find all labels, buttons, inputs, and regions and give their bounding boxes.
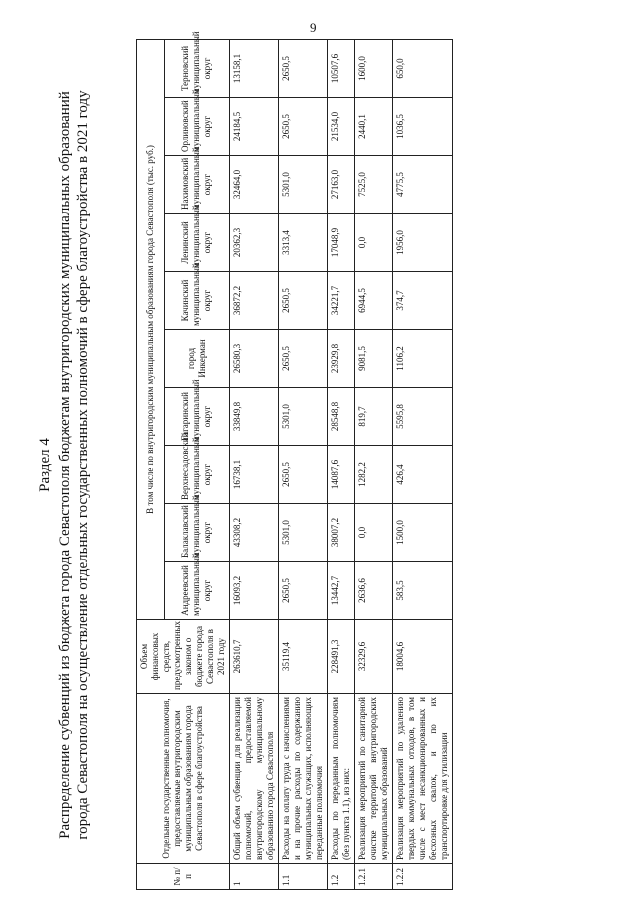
row-value: 5301,0	[279, 388, 328, 446]
row-value: 1282,2	[355, 446, 393, 504]
row-value: 28548,8	[328, 388, 355, 446]
header-district: Балаклавский муниципальный округ	[164, 504, 229, 562]
row-value: 7525,0	[355, 156, 393, 214]
row-value: 5301,0	[279, 156, 328, 214]
row-num: 1.1	[279, 864, 328, 890]
table-row	[355, 39, 393, 889]
row-value: 2650,5	[279, 446, 328, 504]
row-value: 1956,0	[393, 214, 453, 272]
header-district: Андреевский муниципальный округ	[164, 562, 229, 620]
document-title-line-1: Распределение субвенций из бюджета города Севастополя бюджетам внутригородских муниципальных образований	[57, 91, 73, 839]
row-value: 16738,1	[230, 446, 279, 504]
row-value: 26580,3	[230, 330, 279, 388]
row-value: 34221,7	[328, 272, 355, 330]
row-value: 23929,8	[328, 330, 355, 388]
table-header-row	[137, 39, 165, 889]
row-value: 650,0	[393, 39, 453, 97]
row-value: 1106,2	[393, 330, 453, 388]
section-title: Раздел 4	[37, 438, 53, 492]
header-powers: Отдельные государственные полномочия, предоставляемые внутригородским муниципальным образованиям города Севастополя в сфере благоустройства	[137, 694, 230, 864]
row-value: 2650,5	[279, 330, 328, 388]
header-district: Верхнесадовский муниципальный округ	[164, 446, 229, 504]
row-value: 2650,5	[279, 98, 328, 156]
row-volume: 228491,3	[328, 620, 355, 694]
subvention-table	[136, 31, 453, 890]
row-value: 33849,8	[230, 388, 279, 446]
row-desc: Реализация мероприятий по удалению твердых коммунальных отходов, в том числе с мест несанкционированных и бесхозных свалок, и по их транспортировке для утилизации	[393, 694, 453, 864]
row-value: 21534,0	[328, 98, 355, 156]
row-value: 0,0	[355, 504, 393, 562]
table-row	[393, 39, 453, 889]
row-volume: 32329,6	[355, 620, 393, 694]
document-heading	[36, 40, 92, 890]
table-row	[279, 39, 328, 889]
page-number: 9	[310, 20, 317, 35]
table-row	[230, 39, 279, 889]
row-value: 9081,5	[355, 330, 393, 388]
row-value: 27163,0	[328, 156, 355, 214]
row-value: 2650,5	[279, 39, 328, 97]
row-num: 1.2.1	[355, 864, 393, 890]
row-value: 1036,5	[393, 98, 453, 156]
row-num: 1	[230, 864, 279, 890]
row-value: 24184,5	[230, 98, 279, 156]
header-district: Нахимовский муниципальный округ	[164, 156, 229, 214]
row-value: 14087,6	[328, 446, 355, 504]
row-value: 583,5	[393, 562, 453, 620]
row-value: 6944,5	[355, 272, 393, 330]
row-value: 2650,5	[279, 562, 328, 620]
row-value: 17048,9	[328, 214, 355, 272]
row-value: 5301,0	[279, 504, 328, 562]
row-desc: Расходы на оплату труда с начислениями и на прочие расходы по содержанию муниципальных служащих, исполняющих переданные полномочия	[279, 694, 328, 864]
row-value: 13442,7	[328, 562, 355, 620]
row-value: 0,0	[355, 214, 393, 272]
row-num: 1.2	[328, 864, 355, 890]
row-value: 2440,1	[355, 98, 393, 156]
row-value: 13158,1	[230, 39, 279, 97]
row-value: 4775,5	[393, 156, 453, 214]
row-value: 36872,2	[230, 272, 279, 330]
row-value: 5595,8	[393, 388, 453, 446]
row-value: 20362,3	[230, 214, 279, 272]
header-district: Орлиновский муниципальный округ	[164, 98, 229, 156]
table-row	[328, 39, 355, 889]
header-district: город Инкерман	[164, 330, 229, 388]
row-value: 3313,4	[279, 214, 328, 272]
row-value: 16093,2	[230, 562, 279, 620]
row-value: 1600,0	[355, 39, 393, 97]
row-value: 2636,6	[355, 562, 393, 620]
row-desc: Расходы по переданным полномочиям (без пункта 1.1), из них:	[328, 694, 355, 864]
row-value: 38007,2	[328, 504, 355, 562]
row-value: 2650,5	[279, 272, 328, 330]
row-value: 374,7	[393, 272, 453, 330]
row-value: 819,7	[355, 388, 393, 446]
header-district: Гагаринский муниципальный округ	[164, 388, 229, 446]
row-value: 426,4	[393, 446, 453, 504]
row-value: 43308,2	[230, 504, 279, 562]
document-title-line-2: города Севастополя на осуществление отдельных государственных полномочий в сфере благоустройства в 2021 году	[75, 90, 91, 840]
header-district: Ленинский муниципальный округ	[164, 214, 229, 272]
row-volume: 18004,6	[393, 620, 453, 694]
header-district: Терновский муниципальный округ	[164, 39, 229, 97]
row-value: 1500,0	[393, 504, 453, 562]
row-desc: Общий объем субвенции для реализации полномочий, предоставляемой внутригородскому муниципальному образованию города Севастополя	[230, 694, 279, 864]
header-district: Качинский муниципальный округ	[164, 272, 229, 330]
table-body	[230, 39, 453, 889]
header-group: В том числе по внутригородским муниципальным образованиям города Севастополя (тыс. руб.)	[137, 39, 165, 619]
row-volume: 263610,7	[230, 620, 279, 694]
row-volume: 35119,4	[279, 620, 328, 694]
row-value: 32464,0	[230, 156, 279, 214]
header-volume: Объем финансовых средств, предусмотренных законом о бюджете города Севастополя в 2021 году	[137, 620, 230, 694]
header-num: № п/п	[137, 864, 230, 890]
row-value: 10507,6	[328, 39, 355, 97]
rotated-page-content	[36, 31, 596, 890]
row-num: 1.2.2	[393, 864, 453, 890]
row-desc: Реализация мероприятий по санитарной очистке территорий внутригородских муниципальных образований	[355, 694, 393, 864]
